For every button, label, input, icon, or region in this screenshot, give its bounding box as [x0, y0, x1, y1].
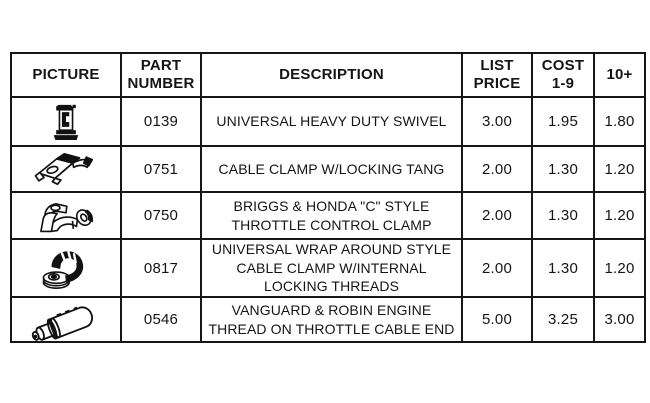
table-row	[11, 239, 645, 297]
part-picture-cell	[11, 239, 121, 297]
cost-1-9-cell: 1.95	[532, 97, 594, 146]
cost-10-plus-cell: 1.20	[594, 192, 645, 239]
cost-10-plus-cell: 1.20	[594, 146, 645, 192]
cost-1-9-cell: 1.30	[532, 192, 594, 239]
cable-end-part-icon	[12, 299, 120, 341]
wrap-around-clamp-part-icon	[12, 244, 120, 292]
cost-1-9-cell: 1.30	[532, 146, 594, 192]
column-header-description: DESCRIPTION	[201, 53, 462, 97]
part-picture-cell	[11, 146, 121, 192]
part-picture-cell	[11, 297, 121, 342]
swivel-part-icon	[12, 99, 120, 145]
list-price-cell: 2.00	[462, 239, 532, 297]
column-header-picture: PICTURE	[11, 53, 121, 97]
cost-1-9-cell: 1.30	[532, 239, 594, 297]
price-table	[10, 52, 646, 343]
description-cell: UNIVERSAL WRAP AROUND STYLE CABLE CLAMP W/INTERNAL LOCKING THREADS	[201, 239, 462, 297]
column-header-list-price: LIST PRICE	[462, 53, 532, 97]
cost-10-plus-cell: 3.00	[594, 297, 645, 342]
list-price-cell: 2.00	[462, 192, 532, 239]
c-style-clamp-part-icon	[12, 196, 120, 236]
table-row	[11, 297, 645, 342]
part-number-cell: 0750	[121, 192, 201, 239]
part-picture-cell	[11, 97, 121, 146]
cost-10-plus-cell: 1.20	[594, 239, 645, 297]
table-row	[11, 146, 645, 192]
table-header-row	[11, 53, 645, 97]
description-cell: UNIVERSAL HEAVY DUTY SWIVEL	[201, 97, 462, 146]
list-price-cell: 2.00	[462, 146, 532, 192]
description-cell: CABLE CLAMP W/LOCKING TANG	[201, 146, 462, 192]
table-row	[11, 97, 645, 146]
column-header-part-number: PART NUMBER	[121, 53, 201, 97]
column-header-cost-1-9: COST 1-9	[532, 53, 594, 97]
list-price-cell: 5.00	[462, 297, 532, 342]
cable-clamp-tang-part-icon	[12, 150, 120, 188]
column-header-10-plus: 10+	[594, 53, 645, 97]
part-number-cell: 0817	[121, 239, 201, 297]
list-price-cell: 3.00	[462, 97, 532, 146]
cost-1-9-cell: 3.25	[532, 297, 594, 342]
description-cell: VANGUARD & ROBIN ENGINE THREAD ON THROTTLE CABLE END	[201, 297, 462, 342]
part-number-cell: 0751	[121, 146, 201, 192]
cost-10-plus-cell: 1.80	[594, 97, 645, 146]
part-number-cell: 0546	[121, 297, 201, 342]
table-row	[11, 192, 645, 239]
part-number-cell: 0139	[121, 97, 201, 146]
description-cell: BRIGGS & HONDA "C" STYLE THROTTLE CONTROL CLAMP	[201, 192, 462, 239]
part-picture-cell	[11, 192, 121, 239]
